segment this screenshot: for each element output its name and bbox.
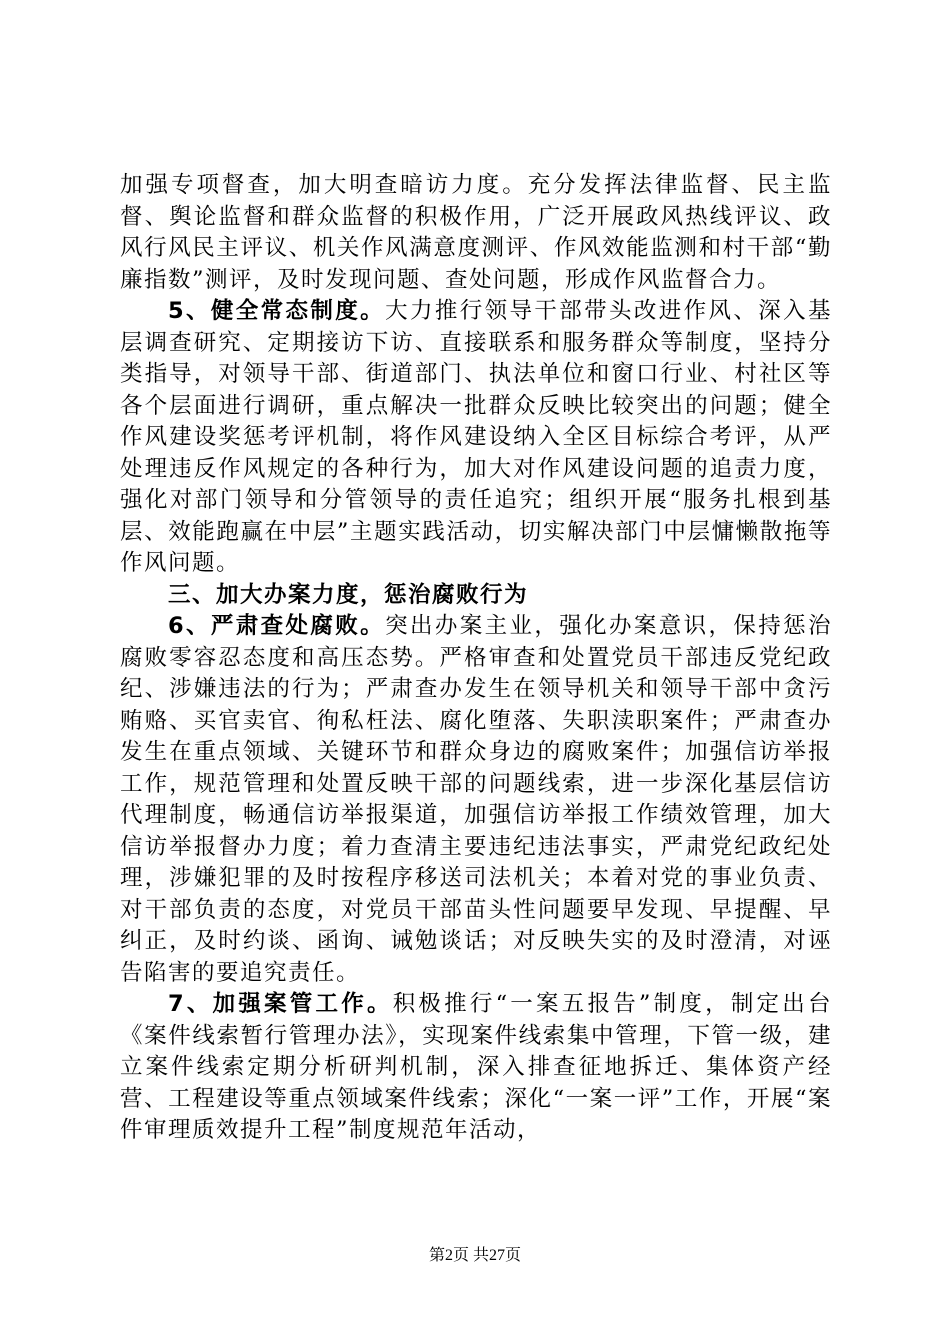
paragraph-6-body: 突出办案主业，强化办案意识，保持惩治腐败零容忍态度和高压态势。严格审查和处置党员干部违反党纪政纪、涉嫌违法的行为；严肃查办发生在领导机关和领导干部中贪污贿赂、买官卖官、徇私枉法、腐化堕落、失职渎职案件；严肃查办发生在重点领域、关键环节和群众身边的腐败案件；加强信访举报工作，规范管理和处置反映干部的问题线索，进一步深化基层信访代理制度，畅通信访举报渠道，加强信访举报工作绩效管理，加大信访举报督办力度；着力查清主要违纪违法事实，严肃党纪政纪处理，涉嫌犯罪的及时按程序移送司法机关；本着对党的事业负责、对干部负责的态度，对党员干部苗头性问题要早发现、早提醒、早纠正，及时约谈、函询、诫勉谈话；对反映失实的及时澄清，对诬告陷害的要追究责任。: [120, 613, 832, 986]
paragraph-7-heading: 7、加强案管工作。: [168, 991, 393, 1017]
section-title: 三、加大办案力度，惩治腐败行为: [168, 581, 529, 608]
page-number-footer: 第2页 共27页: [428, 1247, 521, 1264]
document-body: [120, 170, 832, 1147]
paragraph-5-heading: 5、健全常态制度。: [168, 298, 386, 324]
paragraph-7: [120, 989, 832, 1147]
paragraph-7-body: 积极推行“一案五报告”制度，制定出台《案件线索暂行管理办法》，实现案件线索集中管理，下管一级，建立案件线索定期分析研判机制，深入排查征地拆迁、集体资产经营、工程建设等重点领域案件线索；深化“一案一评”工作，开展“案件审理质效提升工程”制度规范年活动，: [120, 991, 833, 1143]
paragraph-1: [120, 170, 832, 296]
paragraph-1-body: 加强专项督查，加大明查暗访力度。充分发挥法律监督、民主监督、舆论监督和群众监督的积极作用，广泛开展政风热线评议、政风行风民主评议、机关作风满意度测评、作风效能监测和村干部“勤廉指数”测评，及时发现问题、查处问题，形成作风监督合力。: [120, 172, 832, 293]
paragraph-6-heading: 6、严肃查处腐败。: [168, 613, 386, 639]
paragraph-6: [120, 611, 832, 989]
paragraph-5: [120, 296, 832, 580]
paragraph-5-body: 大力推行领导干部带头改进作风、深入基层调查研究、定期接访下访、直接联系和服务群众等制度，坚持分类指导，对领导干部、街道部门、执法单位和窗口行业、村社区等各个层面进行调研，重点解决一批群众反映比较突出的问题；健全作风建设奖惩考评机制，将作风建设纳入全区目标综合考评，从严处理违反作风规定的各种行为，加大对作风建设问题的追责力度，强化对部门领导和分管领导的责任追究；组织开展“服务扎根到基层、效能跑赢在中层”主题实践活动，切实解决部门中层慵懒散拖等作风问题。: [120, 298, 832, 576]
